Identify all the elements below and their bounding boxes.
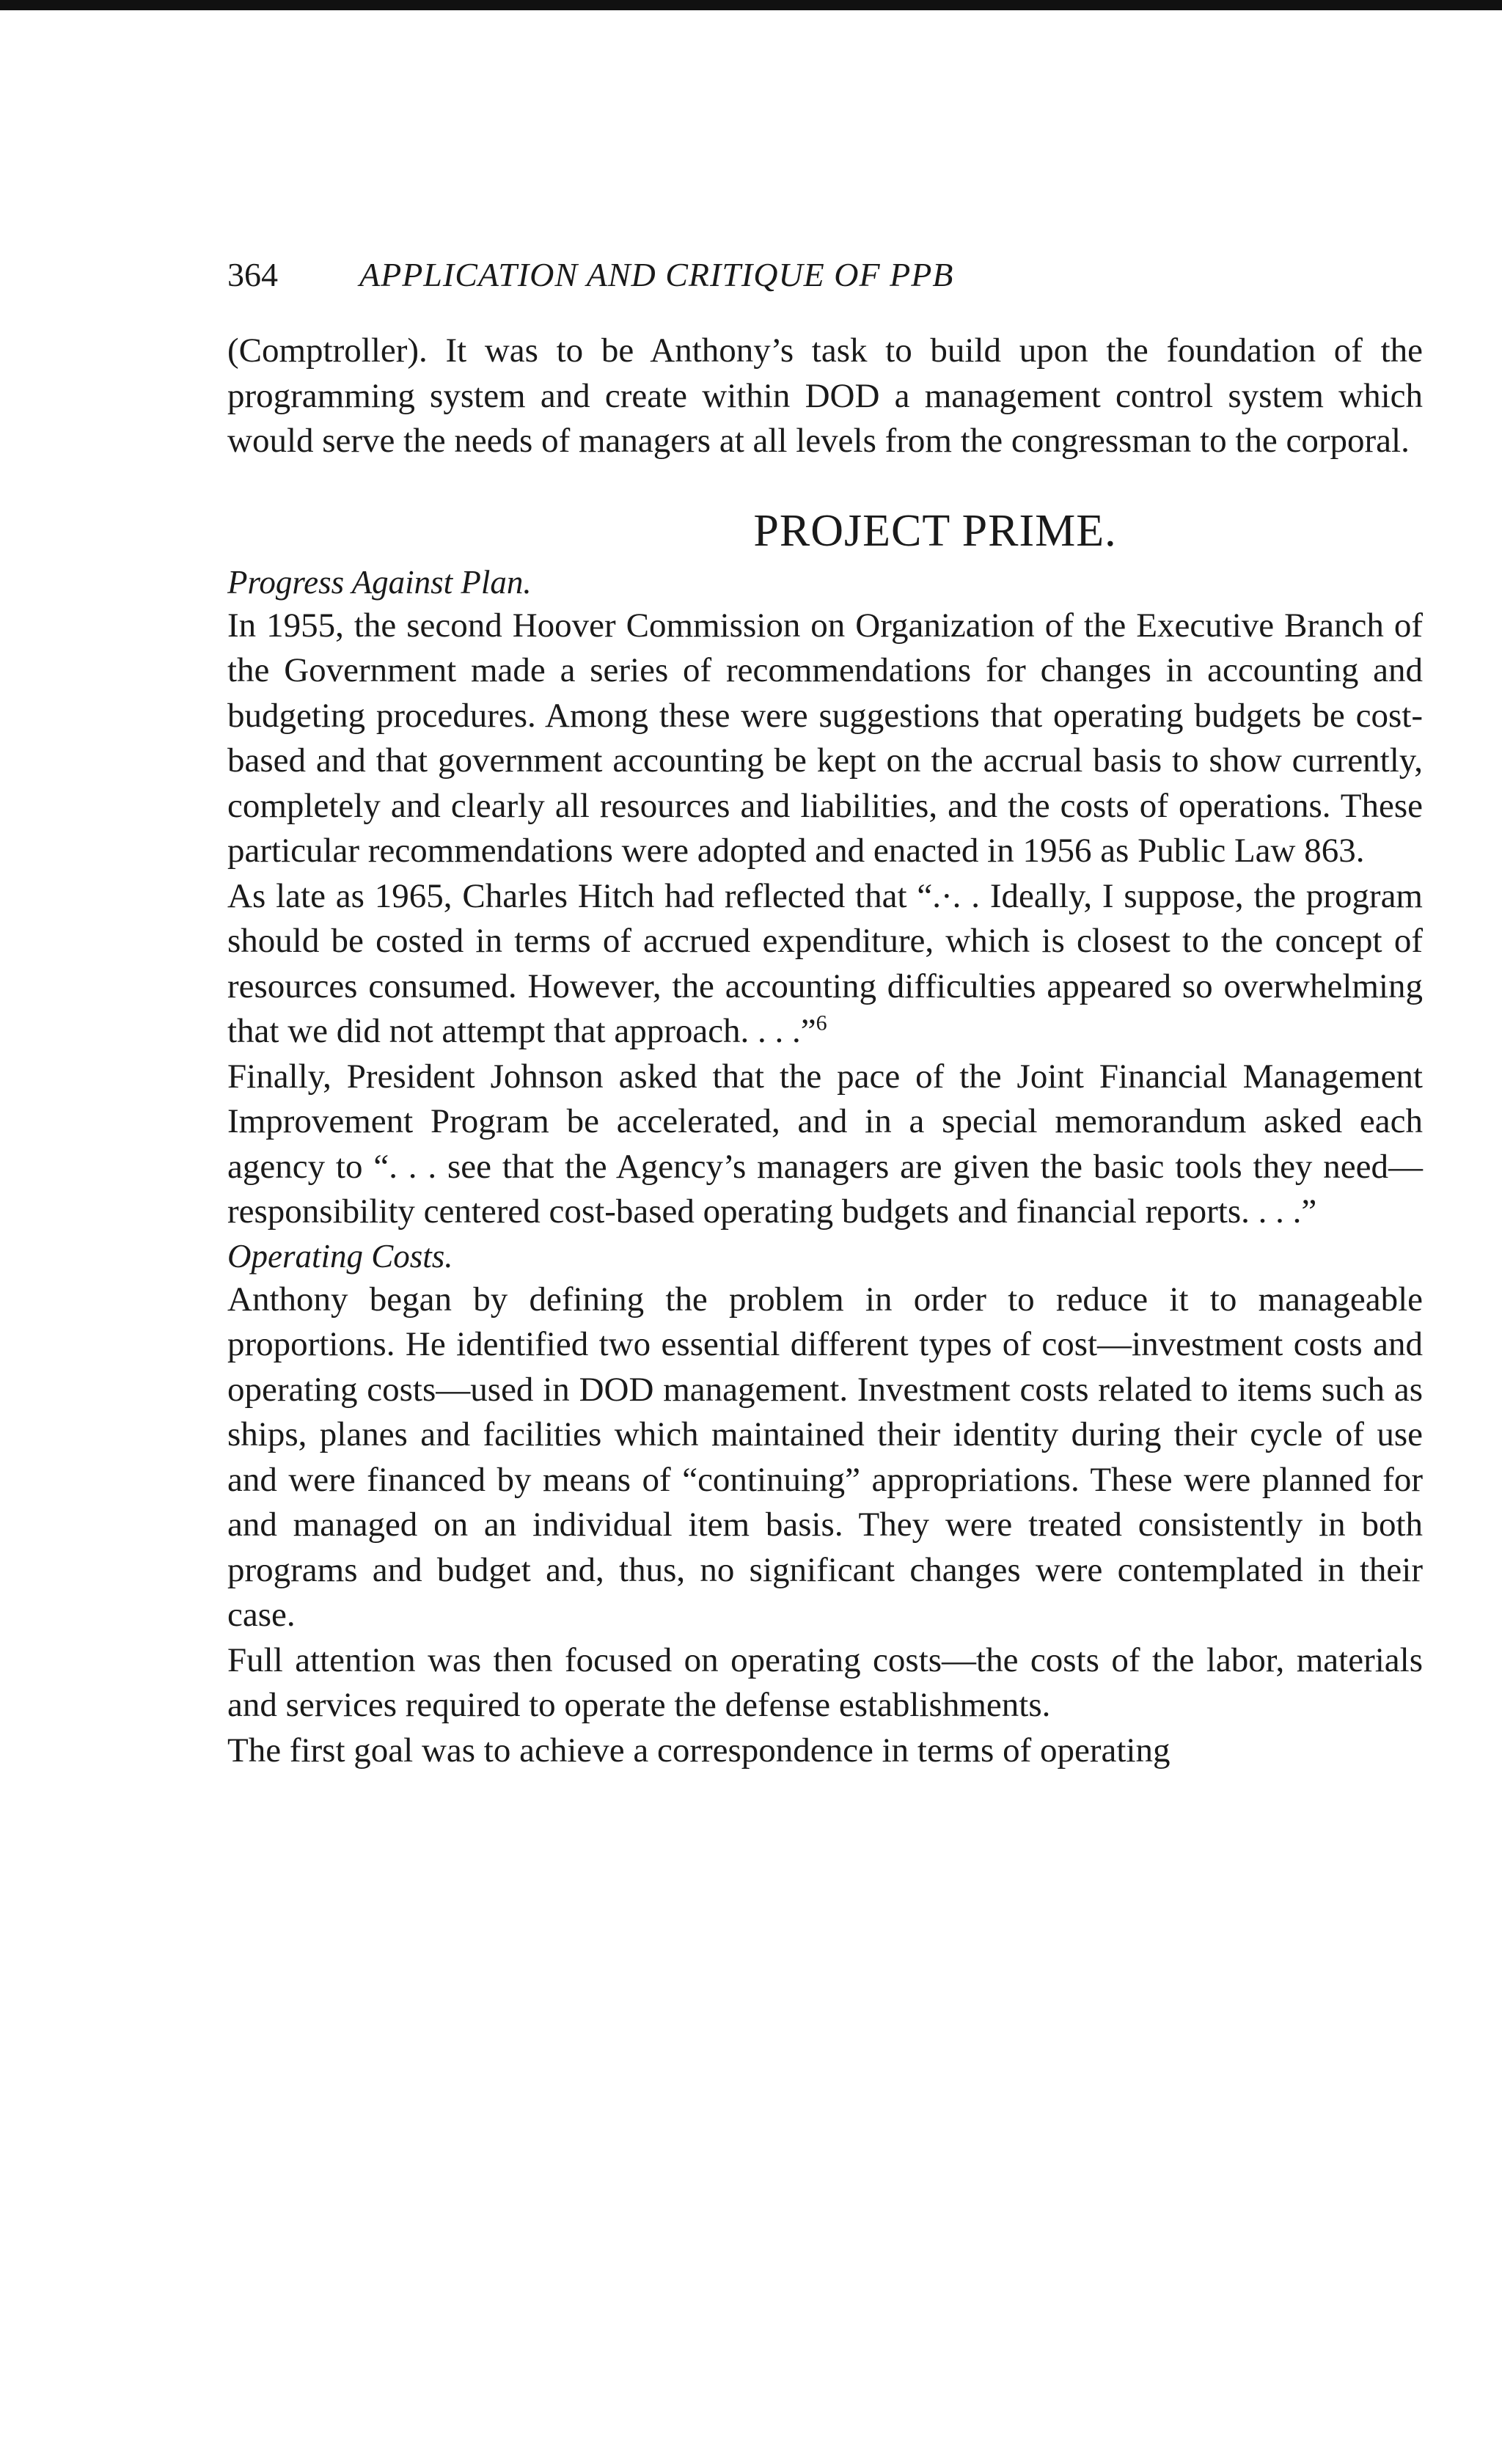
subhead-progress-against-plan: Progress Against Plan. [227, 563, 532, 601]
paragraph-anthony-defining: Anthony began by defining the problem in order to reduce it to manageable proportions. He identified two essential different types of cost—investment costs and operating costs—used in DOD management. Investment costs related to items such as ships, planes and facilities which maintained their identity during their cycle of use and were financed by means of “continuing” appropriations. These were planned for and managed on an individual item basis. They were treated consistently in both programs and budget and, thus, no significant changes were contemplated in their case. [227, 1280, 1423, 1634]
hitch-quote-text: As late as 1965, Charles Hitch had reflected that “.·. . Ideally, I suppose, the program should be costed in terms of accrued expenditure, which is closest to the concept of resources consumed. However, the accounting difficulties appeared so overwhelming that we did not attempt that approach. . . .” [227, 876, 1423, 1050]
footnote-reference: 6 [816, 1011, 827, 1035]
section-heading: PROJECT PRIME. [753, 505, 1117, 556]
paragraph-johnson-memo: Finally, President Johnson asked that the pace of the Joint Financial Management Improvement Program be accelerated, and in a special memorandum asked each agency to “. . . see that the Agency’s managers are given the basic tools they need—responsibility centered cost-based operating budgets and financial reports. . . .” [227, 1057, 1423, 1231]
body-text [227, 329, 1423, 1773]
paragraph-operating-costs-focus: Full attention was then focused on operating costs—the costs of the labor, materials and services required to operate the defense establishments. [227, 1640, 1423, 1724]
running-title: APPLICATION AND CRITIQUE OF PPB [359, 256, 954, 293]
page-number: 364 [227, 256, 278, 293]
running-header [227, 249, 1423, 301]
top-border-rule [0, 0, 1502, 10]
paragraph-hoover-commission: In 1955, the second Hoover Commission on Organization of the Executive Branch of the Government made a series of recommendations for changes in accounting and budgeting procedures. Among these were suggestions that operating budgets be cost-based and that government accounting be kept on the accrual basis to show currently, completely and clearly all resources and liabilities, and the costs of operations. These particular recommendations were adopted and enacted in 1956 as Public Law 863. [227, 606, 1423, 870]
paragraph-first-goal: The first goal was to achieve a correspondence in terms of operating [227, 1731, 1171, 1770]
paragraph-hitch-quote [227, 874, 1423, 1055]
subhead-operating-costs: Operating Costs. [227, 1237, 453, 1275]
paragraph-comptroller: (Comptroller). It was to be Anthony’s task to build upon the foundation of the programming system and create within DOD a management control system which would serve the needs of managers at all levels from the congressman to the corporal. [227, 331, 1423, 460]
